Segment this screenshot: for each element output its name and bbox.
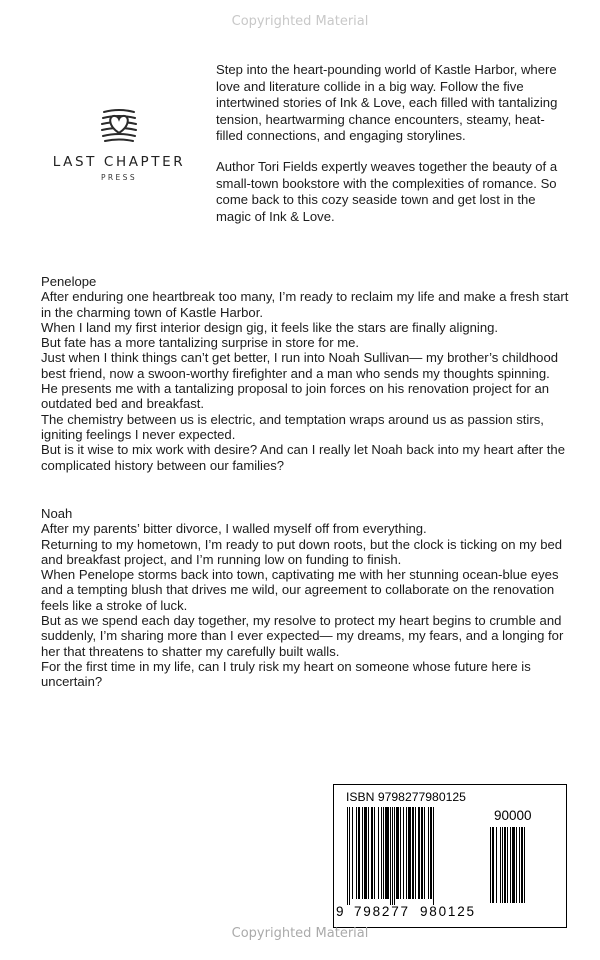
- isbn-label: ISBN 9798277980125: [346, 790, 466, 804]
- barcode-bar: [368, 807, 369, 899]
- book-blurb: [216, 62, 566, 239]
- barcode-bar: [394, 807, 395, 905]
- barcode-bar: [385, 807, 389, 899]
- isbn-barcode: [333, 784, 567, 928]
- barcode-bar: [421, 807, 423, 899]
- story-line: The chemistry between us is electric, and temptation wraps around us as passion stirs, igniting feelings I never expected.: [41, 411, 544, 442]
- barcode-bar: [430, 807, 432, 899]
- barcode-bar: [408, 807, 411, 899]
- story-line: For the first time in my life, can I truly risk my heart on someone whose future here is uncertain?: [41, 658, 531, 690]
- barcode-bar: [362, 807, 363, 899]
- story-noah: [41, 506, 569, 690]
- barcode-bar: [371, 807, 373, 899]
- barcode-bar: [521, 827, 523, 903]
- barcode-bar: [356, 807, 357, 899]
- barcode-bar: [496, 827, 497, 903]
- story-line: Just when I think things can’t get better, I run into Noah Sullivan— my brother’s childhood best friend, now a swoon-worthy firefighter and a man who sends my thoughts spinning.: [41, 350, 559, 381]
- barcode-bar: [383, 807, 384, 899]
- story-heading: Penelope: [41, 274, 97, 289]
- barcode-bar: [428, 807, 429, 899]
- publisher-logo: [46, 100, 192, 182]
- publisher-sub: PRESS: [101, 173, 137, 182]
- story-line: He presents me with a tantalizing proposal to join forces on his renovation project for an outdated bed and breakfast.: [41, 381, 550, 412]
- price-code: 90000: [494, 808, 532, 823]
- barcode-bars: [347, 807, 479, 905]
- barcode-bar: [516, 827, 517, 903]
- story-line: After my parents’ bitter divorce, I walled myself off from everything.: [41, 521, 427, 537]
- story-penelope: [41, 274, 569, 473]
- barcode-bar: [378, 807, 379, 899]
- story-line: When Penelope storms back into town, captivating me with her stunning ocean-blue eyes and a tempting blush that drives me wild, our agreement to collaborate on the renovation feels like a stroke of luck.: [41, 567, 559, 613]
- barcode-bar: [347, 807, 348, 905]
- isbn-digit-first: 9: [336, 904, 344, 919]
- watermark-bottom: Copyrighted Material: [231, 926, 369, 941]
- blurb-paragraph: Step into the heart-pounding world of Kastle Harbor, where love and literature collide in a big way. Follow the five intertwined stories of Ink & Love, each filled with tantalizing tension, heartwarming chance encounters, steamy, heat-filled connections, and engaging storylines.: [216, 62, 558, 144]
- barcode-bar: [424, 807, 425, 899]
- story-line: When I land my first interior design gig, it feels like the stars are finally aligning.: [41, 319, 499, 335]
- barcode-bar: [418, 807, 420, 899]
- story-line: But fate has a more tantalizing surprise in store for me.: [41, 335, 360, 351]
- barcode-bar: [512, 827, 515, 903]
- addon-barcode-bars: [490, 827, 550, 905]
- story-line: But is it wise to mix work with desire? And can I really let Noah back into my heart after the complicated history between our families?: [41, 442, 565, 473]
- publisher-name: LAST CHAPTER: [52, 154, 186, 170]
- blurb-paragraph: Author Tori Fields expertly weaves together the beauty of a small-town bookstore with the complexities of romance. So come back to this cozy seaside town and get lost in the magic of Ink & Love.: [216, 158, 558, 224]
- barcode-bar: [358, 807, 360, 899]
- watermark-top: Copyrighted Material: [231, 14, 369, 29]
- story-line: Returning to my hometown, I’m ready to put down roots, but the clock is ticking on my bed and breakfast project, and I’m running low on funding to finish.: [41, 536, 563, 567]
- barcode-bar: [490, 827, 491, 903]
- barcode-bar: [392, 807, 393, 905]
- story-line: After enduring one heartbreak too many, I’m ready to reclaim my life and make a fresh start in the charming town of Kastle Harbor.: [41, 289, 569, 320]
- barcode-bar: [502, 827, 503, 903]
- barcode-bar: [433, 807, 434, 905]
- barcode-bar: [406, 807, 407, 899]
- barcode-bar: [507, 827, 508, 903]
- barcode-bar: [374, 807, 375, 899]
- barcode-bar: [352, 807, 353, 899]
- barcode-bar: [500, 827, 501, 903]
- barcode-bar: [415, 807, 416, 899]
- story-heading: Noah: [41, 506, 73, 521]
- barcode-bar: [510, 827, 511, 903]
- barcode-bar: [390, 807, 391, 905]
- barcode-bar: [396, 807, 399, 899]
- barcode-bar: [403, 807, 404, 899]
- barcode-bar: [492, 827, 494, 903]
- barcode-bar: [524, 827, 525, 903]
- barcode-bar: [504, 827, 506, 903]
- barcode-bar: [412, 807, 414, 899]
- barcode-bar: [364, 807, 367, 899]
- barcode-bar: [400, 807, 401, 899]
- isbn-digits-left: 798277: [354, 904, 410, 919]
- story-line: But as we spend each day together, my resolve to protect my heart begins to crumble and suddenly, I’m sharing more than I ever expected— my dreams, my fears, and a longing for her that threatens to shatter my carefully built walls.: [41, 613, 564, 659]
- barcode-bar: [519, 827, 520, 903]
- barcode-bar: [349, 807, 350, 905]
- barcode-bar: [381, 807, 382, 899]
- books-heart-icon: [94, 100, 144, 146]
- isbn-digits-right: 980125: [420, 904, 476, 919]
